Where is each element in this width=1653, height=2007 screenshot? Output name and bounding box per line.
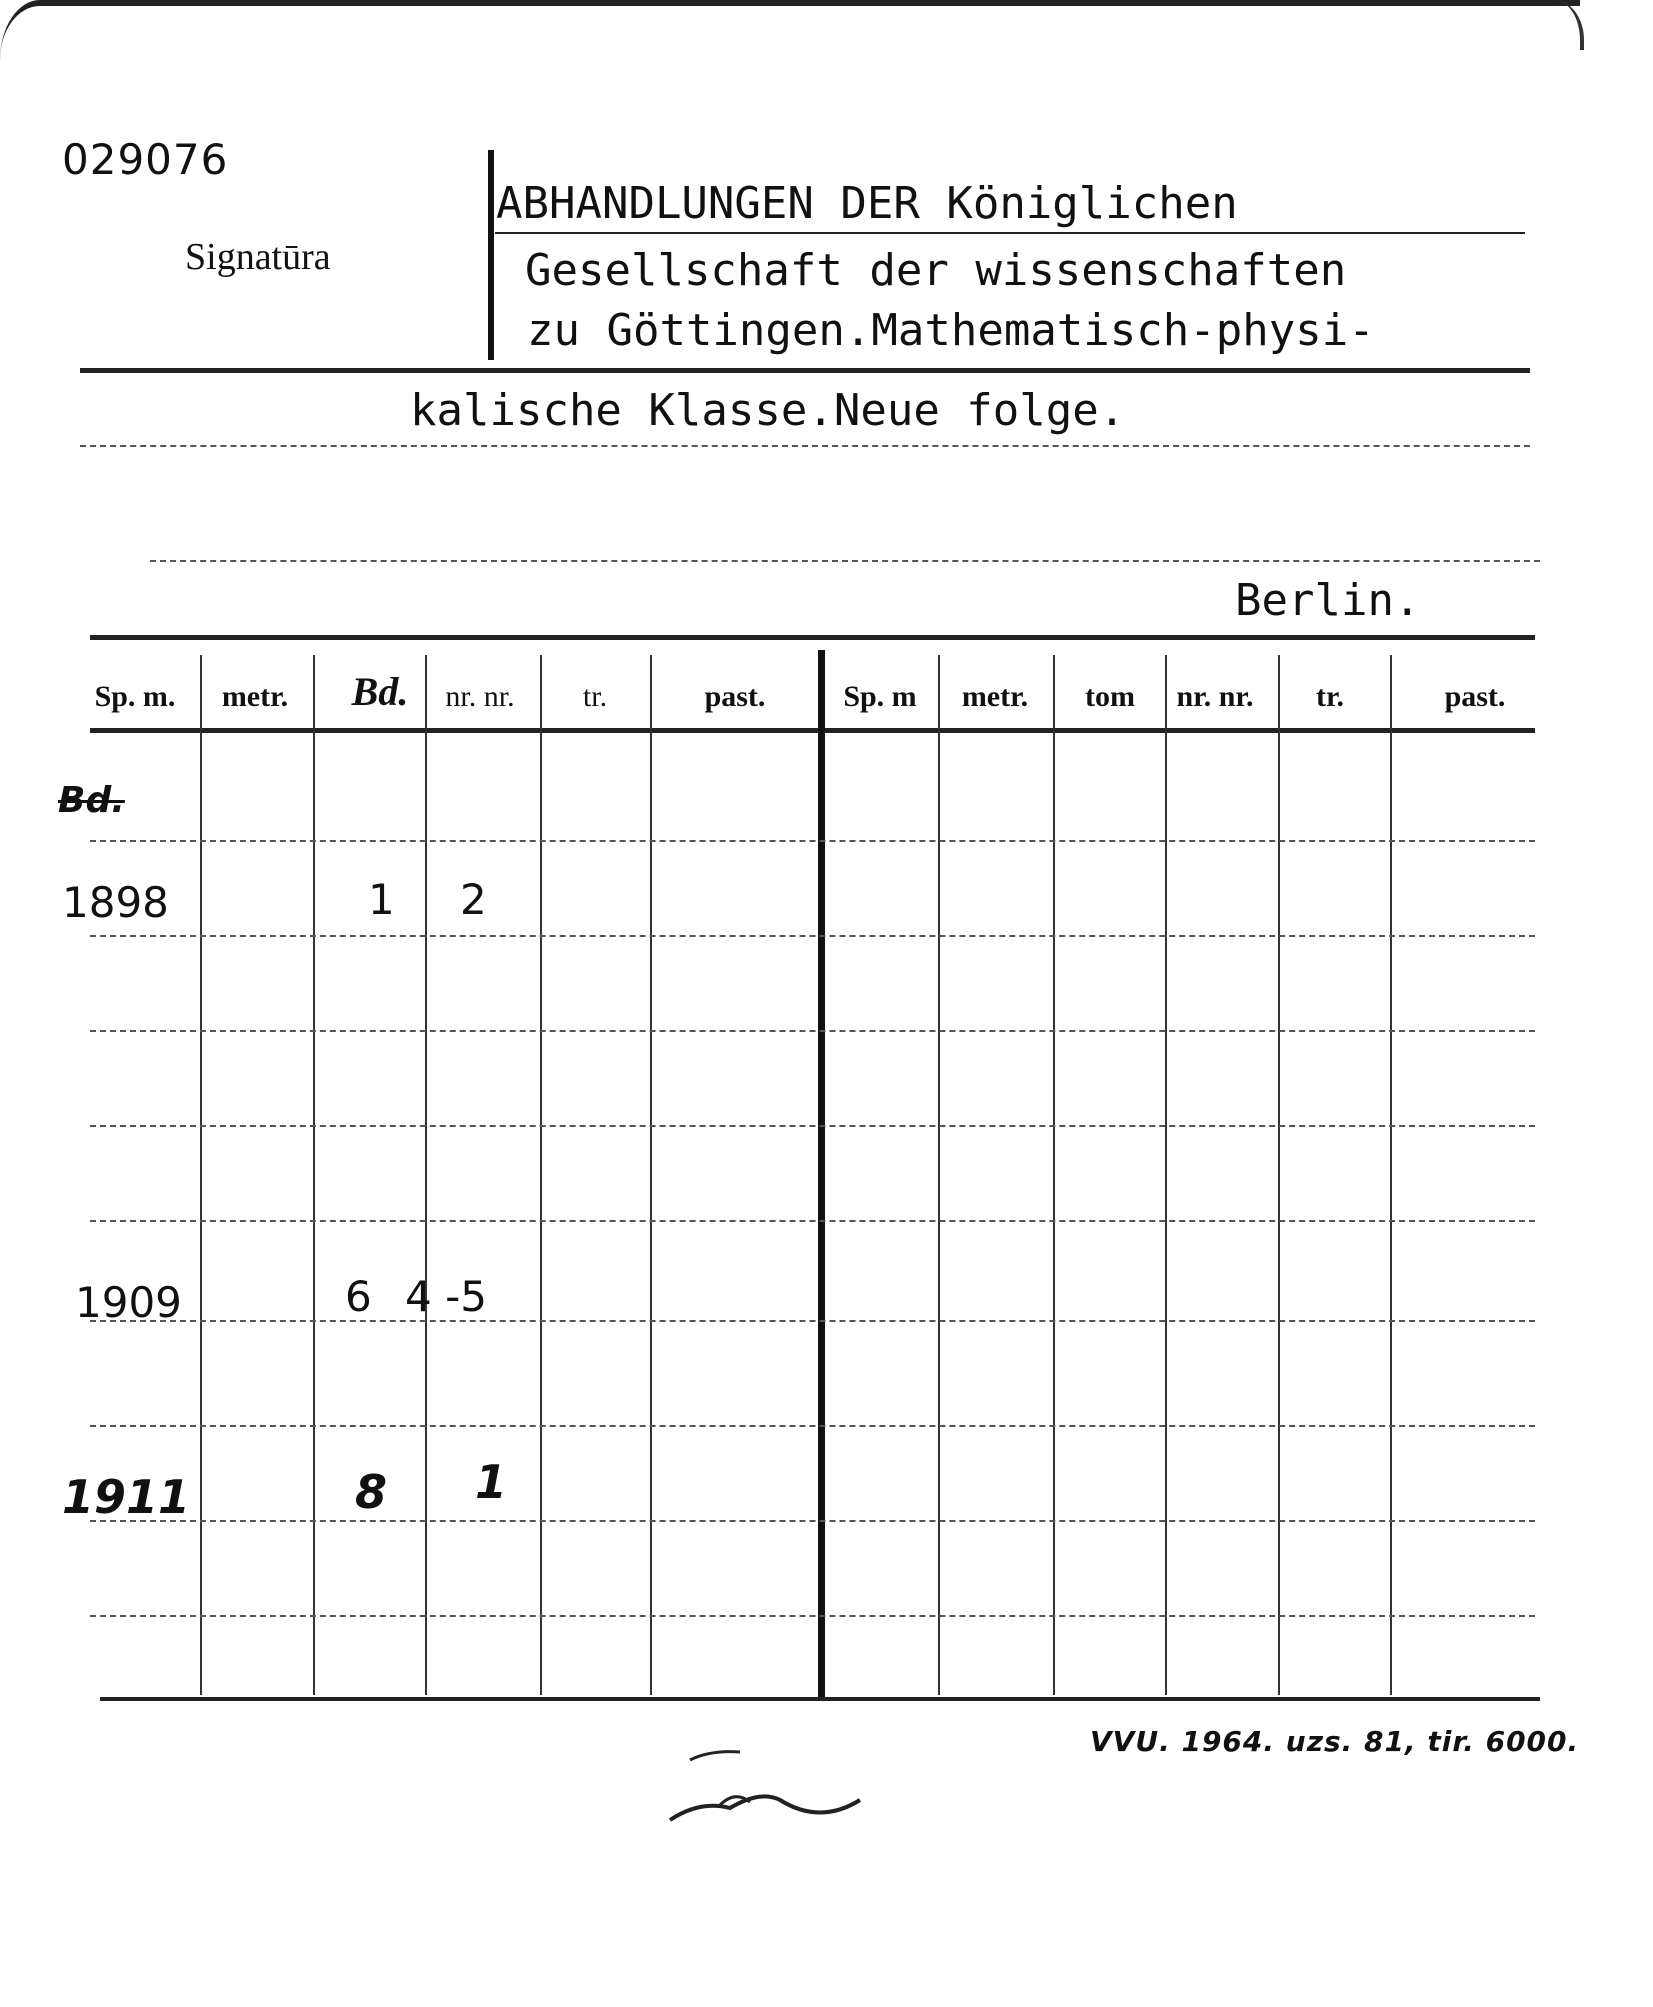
row-line bbox=[90, 1030, 1535, 1032]
table-top-rule bbox=[90, 635, 1535, 640]
header-bd-left: Bd. bbox=[351, 669, 409, 714]
header-sp-m-right: Sp. m bbox=[843, 680, 917, 713]
title-line-1: ABHANDLUNGEN DER Königlichen bbox=[496, 178, 1238, 229]
header-past-left: past. bbox=[704, 680, 766, 713]
title-line-4: kalische Klasse.Neue folge. bbox=[410, 385, 1126, 436]
header-nr-right: nr. nr. bbox=[1176, 680, 1254, 713]
blank-line-1 bbox=[80, 445, 1530, 447]
header-metr-left: metr. bbox=[221, 680, 289, 713]
row-line bbox=[90, 1615, 1535, 1617]
row-label-bd: Bd. bbox=[58, 780, 125, 821]
row-line bbox=[90, 1425, 1535, 1427]
row-line bbox=[90, 1220, 1535, 1222]
row-line bbox=[90, 1125, 1535, 1127]
header-metr-right: metr. bbox=[961, 680, 1029, 713]
row-1898-year: 1898 bbox=[62, 878, 169, 927]
row-1909-nr: 4 -5 bbox=[405, 1272, 487, 1321]
header-bottom-rule bbox=[80, 368, 1530, 373]
col-line bbox=[313, 655, 315, 1695]
table-center-divider bbox=[818, 650, 825, 1700]
header-sp-m-left: Sp. m. bbox=[94, 680, 176, 713]
title-line-3: zu Göttingen.Mathematisch-physi- bbox=[527, 305, 1375, 356]
row-line bbox=[90, 1520, 1535, 1522]
header-tom-right: tom bbox=[1085, 680, 1135, 713]
row-1898-tom: 1 bbox=[368, 875, 395, 924]
col-line bbox=[938, 655, 940, 1695]
table-header-rule bbox=[90, 728, 1535, 733]
shelf-number: 029076 bbox=[62, 135, 229, 184]
row-1898-nr: 2 bbox=[460, 875, 487, 924]
col-line bbox=[1053, 655, 1055, 1695]
col-line bbox=[1278, 655, 1280, 1695]
col-line bbox=[425, 655, 427, 1695]
header-tr-right: tr. bbox=[1315, 680, 1345, 713]
header-tr-left: tr. bbox=[582, 680, 608, 713]
row-1911-year: 1911 bbox=[62, 1470, 191, 1524]
print-run-note: VVU. 1964. uzs. 81, tir. 6000. bbox=[1090, 1725, 1580, 1758]
col-line bbox=[1165, 655, 1167, 1695]
title-rule-1 bbox=[495, 232, 1525, 234]
col-line bbox=[1390, 655, 1392, 1695]
header-divider bbox=[488, 150, 494, 360]
row-1909-tom: 6 bbox=[345, 1272, 372, 1321]
row-line bbox=[90, 840, 1535, 842]
card-top-edge bbox=[0, 0, 1580, 66]
header-nr-left: nr. nr. bbox=[445, 680, 515, 713]
place-of-publication: Berlin. bbox=[1235, 575, 1421, 626]
signatura-label: Signatūra bbox=[185, 236, 331, 278]
title-line-2: Gesellschaft der wissenschaften bbox=[525, 245, 1347, 296]
row-1911-tom: 8 bbox=[355, 1465, 388, 1519]
row-line bbox=[90, 1320, 1535, 1322]
blank-line-2 bbox=[150, 560, 1540, 562]
col-line bbox=[540, 655, 542, 1695]
table-bottom-rule bbox=[100, 1697, 1540, 1701]
col-line bbox=[650, 655, 652, 1695]
row-line bbox=[90, 935, 1535, 937]
row-1911-nr: 1 bbox=[475, 1455, 508, 1509]
header-past-right: past. bbox=[1444, 680, 1506, 713]
col-line bbox=[200, 655, 202, 1695]
row-1909-year: 1909 bbox=[75, 1278, 182, 1327]
handwritten-signature bbox=[660, 1730, 900, 1840]
